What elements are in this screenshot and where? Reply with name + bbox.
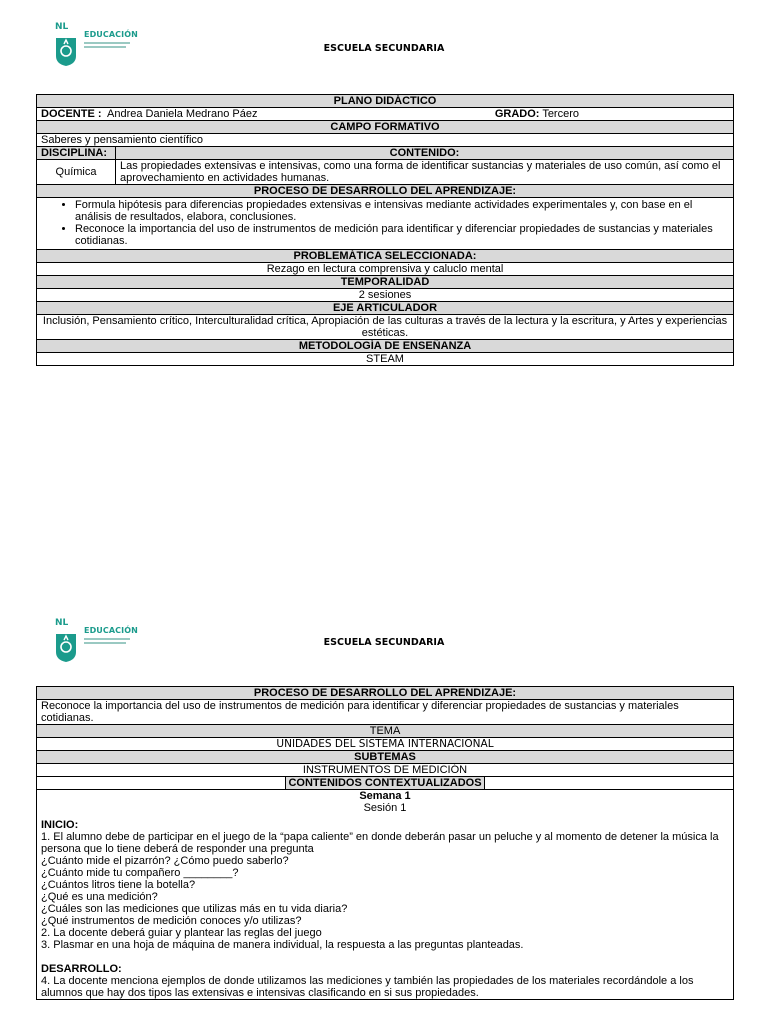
proceso-header: PROCESO DE DESARROLLO DEL APRENDIZAJE: — [37, 687, 734, 700]
problematica-header: PROBLEMÁTICA SELECCIONADA: — [37, 250, 734, 263]
contenido-header: CONTENIDO: — [116, 147, 734, 160]
grado-value: Tercero — [542, 108, 579, 120]
proceso-list-cell — [37, 198, 734, 250]
proceso-header: PROCESO DE DESARROLLO DEL APRENDIZAJE: — [37, 185, 734, 198]
school-title: ESCUELA SECUNDARIA — [323, 43, 445, 54]
logo-brand-text: EDUCACIÓN — [84, 626, 138, 635]
docente-value: Andrea Daniela Medrano Páez — [107, 108, 258, 120]
inicio-line: ¿Qué instrumentos de medición conoces y/o utilizas? — [41, 915, 302, 927]
inicio-line: 3. Plasmar en una hoja de máquina de manera individual, la respuesta a las preguntas planteadas. — [41, 939, 524, 951]
desarrollo-label: DESARROLLO: — [41, 963, 122, 975]
eje-header: EJE ARTICULADOR — [37, 302, 734, 315]
tema-header: TEMA — [37, 725, 734, 738]
inicio-label: INICIO: — [41, 819, 79, 831]
grado-label: GRADO: — [494, 108, 540, 120]
inicio-line: ¿Cuánto mide tu compañero ________? — [41, 867, 239, 879]
inicio-line: ¿Cuántos litros tiene la botella? — [41, 879, 196, 891]
session-table — [36, 686, 734, 1000]
sesion-title: Sesión 1 — [363, 802, 407, 814]
desarrollo-line: 4. La docente menciona ejemplos de donde utilizamos las mediciones y también las propiedades de los materiales recordándole a los alumnos que hay dos tipos las extensivas e intensivas clasificando en si sus propiedades. — [41, 975, 694, 999]
proceso-item: • Reconoce la importancia del uso de instrumentos de medición para identificar y diferenciar propiedades de sustancias y materiales cotidianas. — [75, 223, 729, 247]
disciplina-header: DISCIPLINA: — [37, 147, 116, 160]
eje-value: Inclusión, Pensamiento crítico, Interculturalidad crítica, Apropiación de las culturas a través de la lectura y la escritura, y Artes y experiencias estéticas. — [37, 315, 734, 340]
inicio-line: ¿Cuánto mide el pizarrón? ¿Cómo puedo saberlo? — [41, 855, 289, 867]
school-title: ESCUELA SECUNDARIA — [323, 637, 445, 648]
logo-nl-text: NL — [55, 22, 69, 32]
campo-formativo-header: CAMPO FORMATIVO — [37, 121, 734, 134]
plan-title: PLANO DIDÁCTICO — [37, 95, 734, 108]
inicio-line: ¿Cuáles son las mediciones que utilizas más en tu vida diaria? — [41, 903, 348, 915]
metodologia-header: METODOLOGÍA DE ENSEÑANZA — [37, 340, 734, 353]
temporalidad-value: 2 sesiones — [37, 289, 734, 302]
metodologia-value: STEAM — [37, 353, 734, 366]
session-content-cell — [37, 790, 734, 1000]
tema-value: UNIDADES DEL SISTEMA INTERNACIONAL — [37, 738, 734, 751]
inicio-line: 1. El alumno debe de participar en el juego de la “papa caliente” en donde deberán pasar un peluche y al momento de detener la música la persona que lo tiene deberá de responder una pregunta — [41, 831, 719, 855]
logo-brand-text: EDUCACIÓN — [84, 30, 138, 39]
contenido-value: Las propiedades extensivas e intensivas, como una forma de identificar sustancias y materiales de uso común, así como el aprovechamiento en actividades humanas. — [116, 160, 734, 185]
inicio-line: 2. La docente deberá guiar y plantear las reglas del juego — [41, 927, 322, 939]
docente-row — [37, 108, 734, 121]
temporalidad-header: TEMPORALIDAD — [37, 276, 734, 289]
logo-nl-text: NL — [55, 618, 69, 628]
inicio-line: ¿Qué es una medición? — [41, 891, 158, 903]
contenidos-header: CONTENIDOS CONTEXTUALIZADOS — [285, 777, 484, 789]
campo-formativo-value: Saberes y pensamiento científico — [37, 134, 734, 147]
disciplina-value: Química — [37, 160, 116, 185]
plan-table — [36, 94, 734, 366]
document-page-2 — [0, 598, 768, 1024]
contenidos-row — [37, 777, 734, 790]
problematica-value: Rezago en lectura comprensiva y caluclo mental — [37, 263, 734, 276]
docente-label: DOCENTE : — [41, 108, 102, 120]
proceso-item: • Formula hipótesis para diferencias propiedades extensivas e intensivas mediante actividades experimentales y, con base en el análisis de resultados, elabora, conclusiones. — [75, 199, 729, 223]
semana-title: Semana 1 — [359, 790, 411, 802]
proceso-value: Reconoce la importancia del uso de instrumentos de medición para identificar y diferenciar propiedades de sustancias y materiales cotidianas. — [37, 700, 734, 725]
subtemas-value: INSTRUMENTOS DE MEDICIÓN — [37, 764, 734, 777]
subtemas-header: SUBTEMAS — [37, 751, 734, 764]
